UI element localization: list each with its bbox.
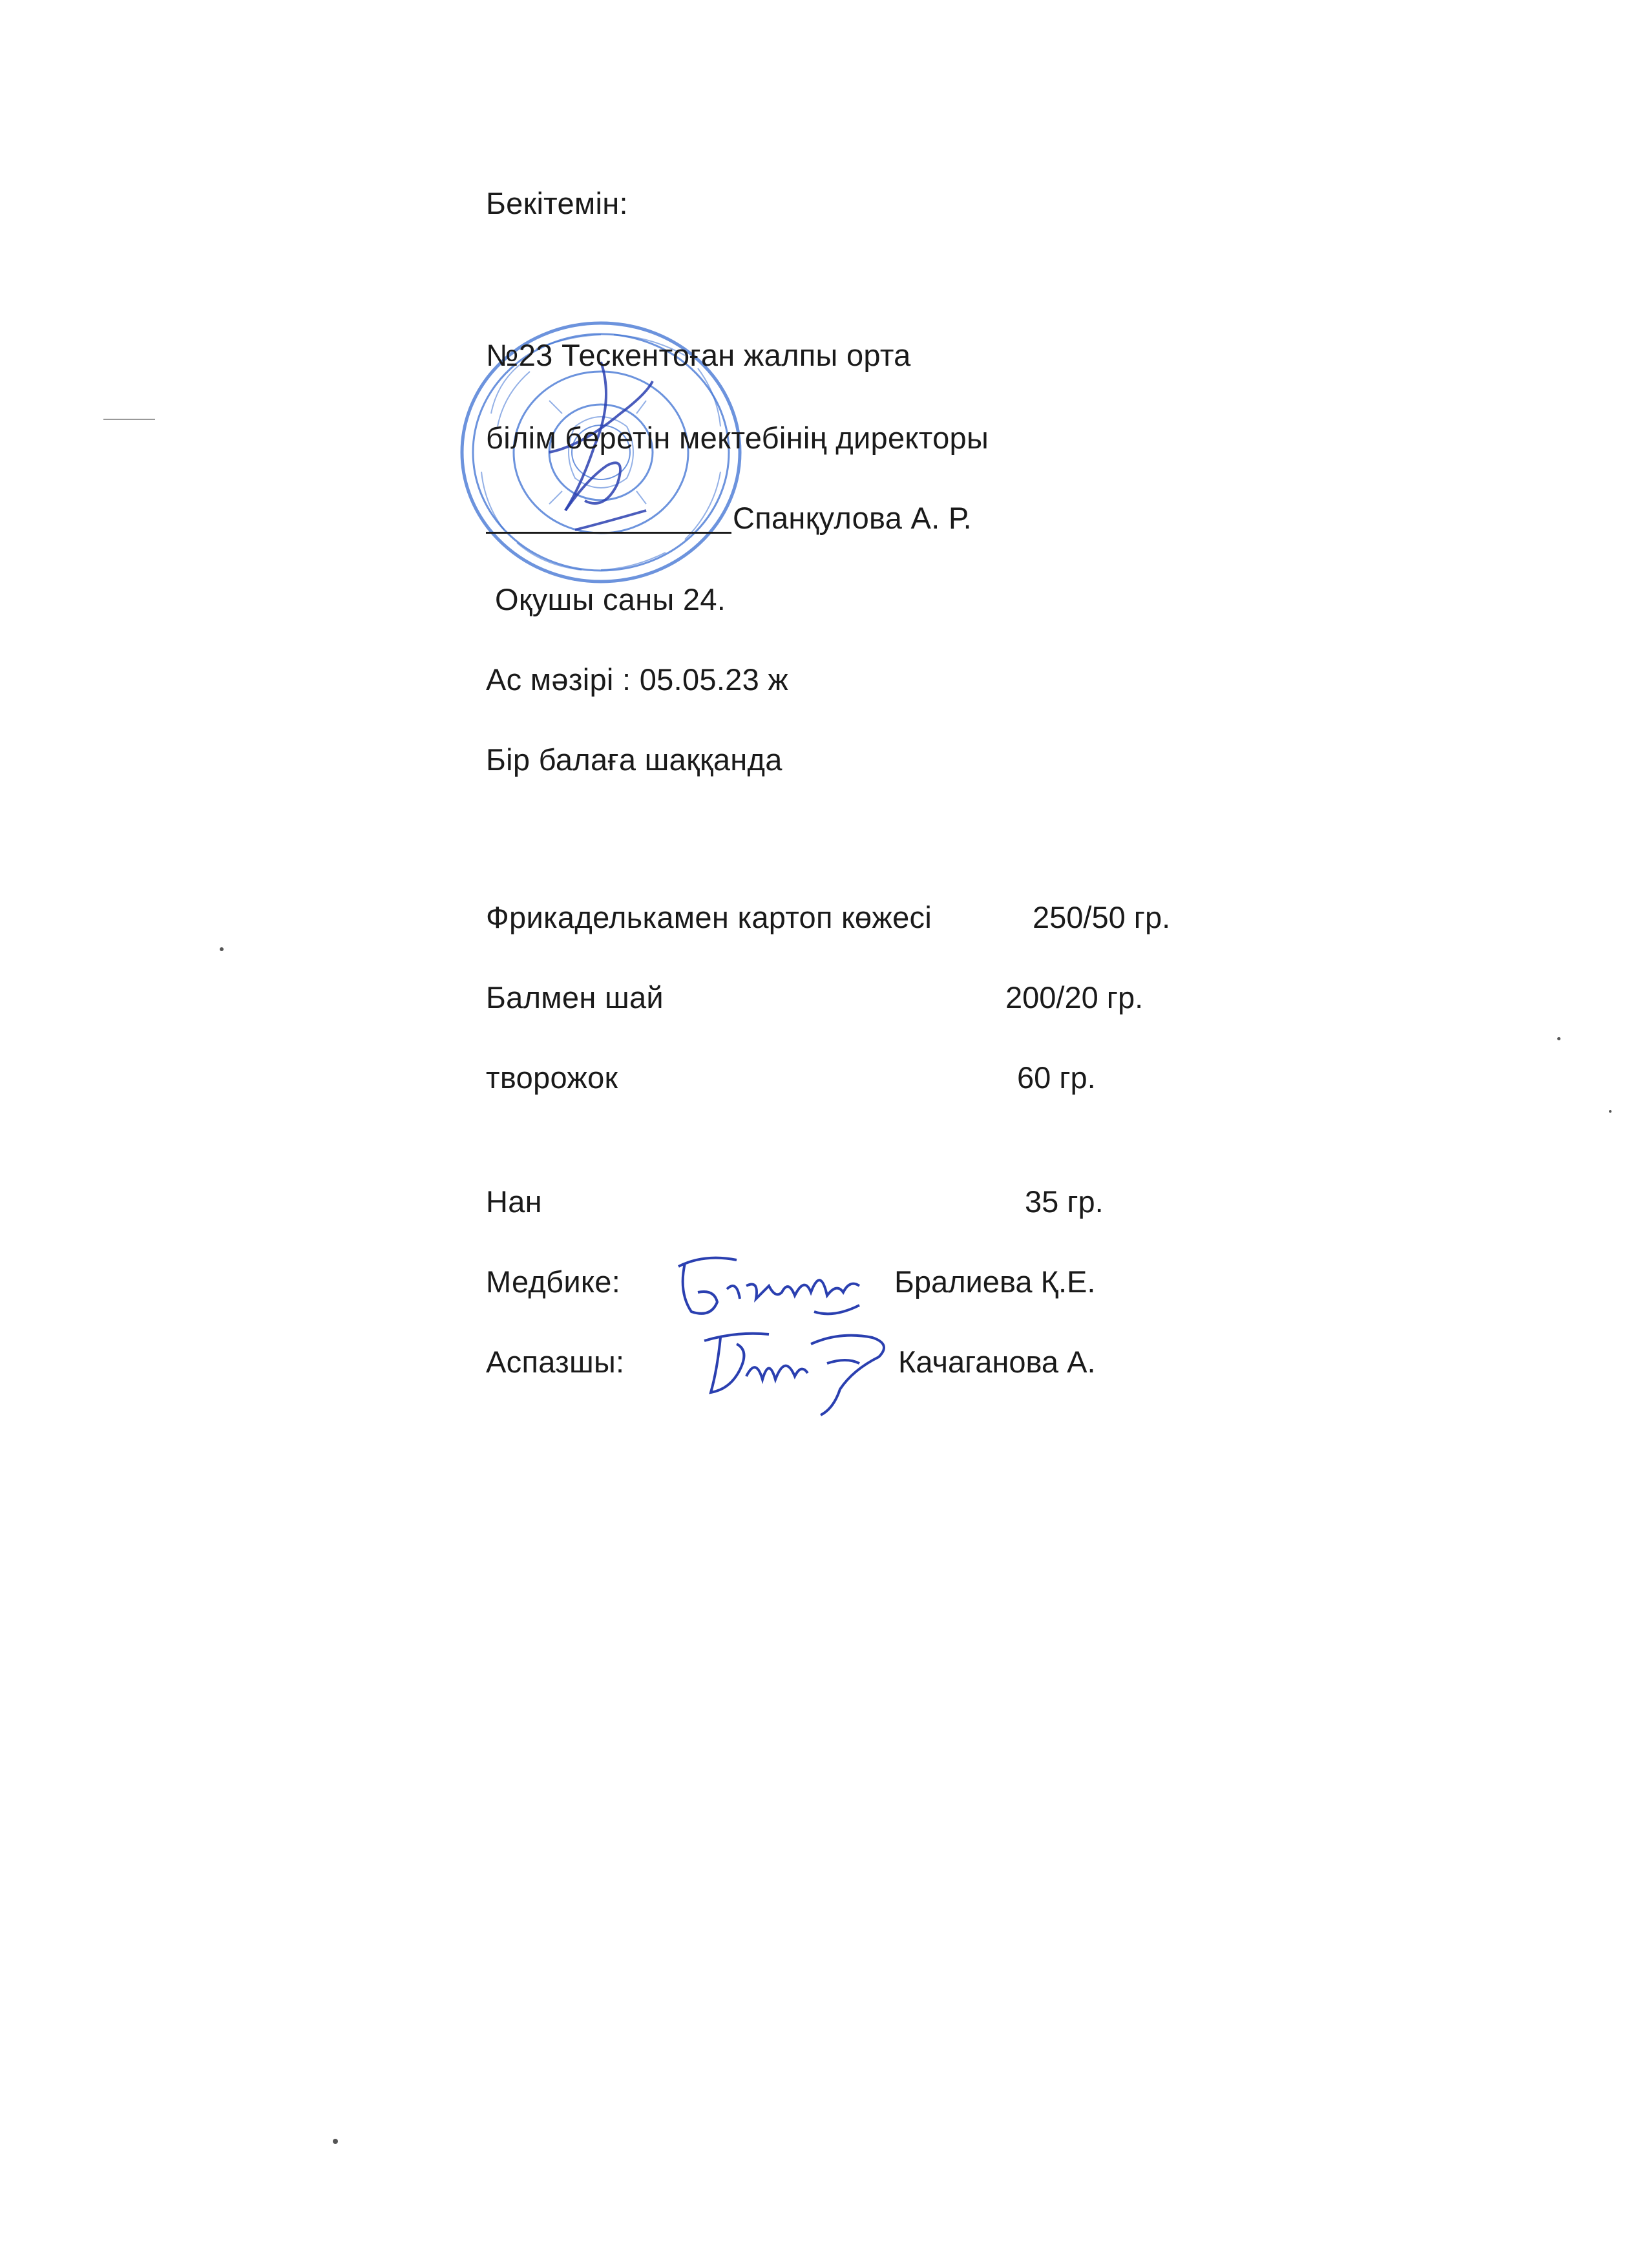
menu-item-amount: 35 гр. bbox=[1025, 1184, 1104, 1219]
scan-speck bbox=[333, 2139, 338, 2144]
cook-label: Аспазшы: bbox=[486, 1345, 625, 1379]
nurse-name: Бралиева Қ.Е. bbox=[894, 1265, 1096, 1299]
scan-speck bbox=[103, 419, 155, 420]
cook-name: Качаганова А. bbox=[898, 1345, 1096, 1379]
menu-item-name: творожок bbox=[486, 1060, 618, 1095]
approve-label: Бекітемін: bbox=[486, 186, 628, 220]
menu-item-amount: 200/20 гр. bbox=[1005, 980, 1144, 1014]
director-signature-line bbox=[486, 532, 731, 534]
menu-item-name: Фрикаделькамен картоп көжесі bbox=[486, 900, 932, 934]
nurse-label: Медбике: bbox=[486, 1265, 621, 1299]
school-name-line2: білім беретін мектебінің директоры bbox=[486, 421, 989, 455]
menu-date: Ас мәзірі : 05.05.23 ж bbox=[486, 662, 789, 697]
menu-item-amount: 60 гр. bbox=[1017, 1060, 1096, 1095]
students-count: Оқушы саны 24. bbox=[495, 582, 726, 616]
menu-item-name: Нан bbox=[486, 1184, 542, 1219]
menu-item-amount: 250/50 гр. bbox=[1033, 900, 1171, 934]
cook-signature bbox=[691, 1318, 905, 1422]
scan-speck bbox=[1557, 1037, 1560, 1040]
scan-speck bbox=[1609, 1110, 1612, 1113]
per-child-label: Бір балаға шаққанда bbox=[486, 742, 782, 777]
director-name: Спанқулова А. Р. bbox=[733, 501, 972, 535]
menu-item-name: Балмен шай bbox=[486, 980, 664, 1014]
school-name-line1: №23 Тескентоған жалпы орта bbox=[486, 338, 911, 372]
scan-speck bbox=[220, 947, 224, 951]
